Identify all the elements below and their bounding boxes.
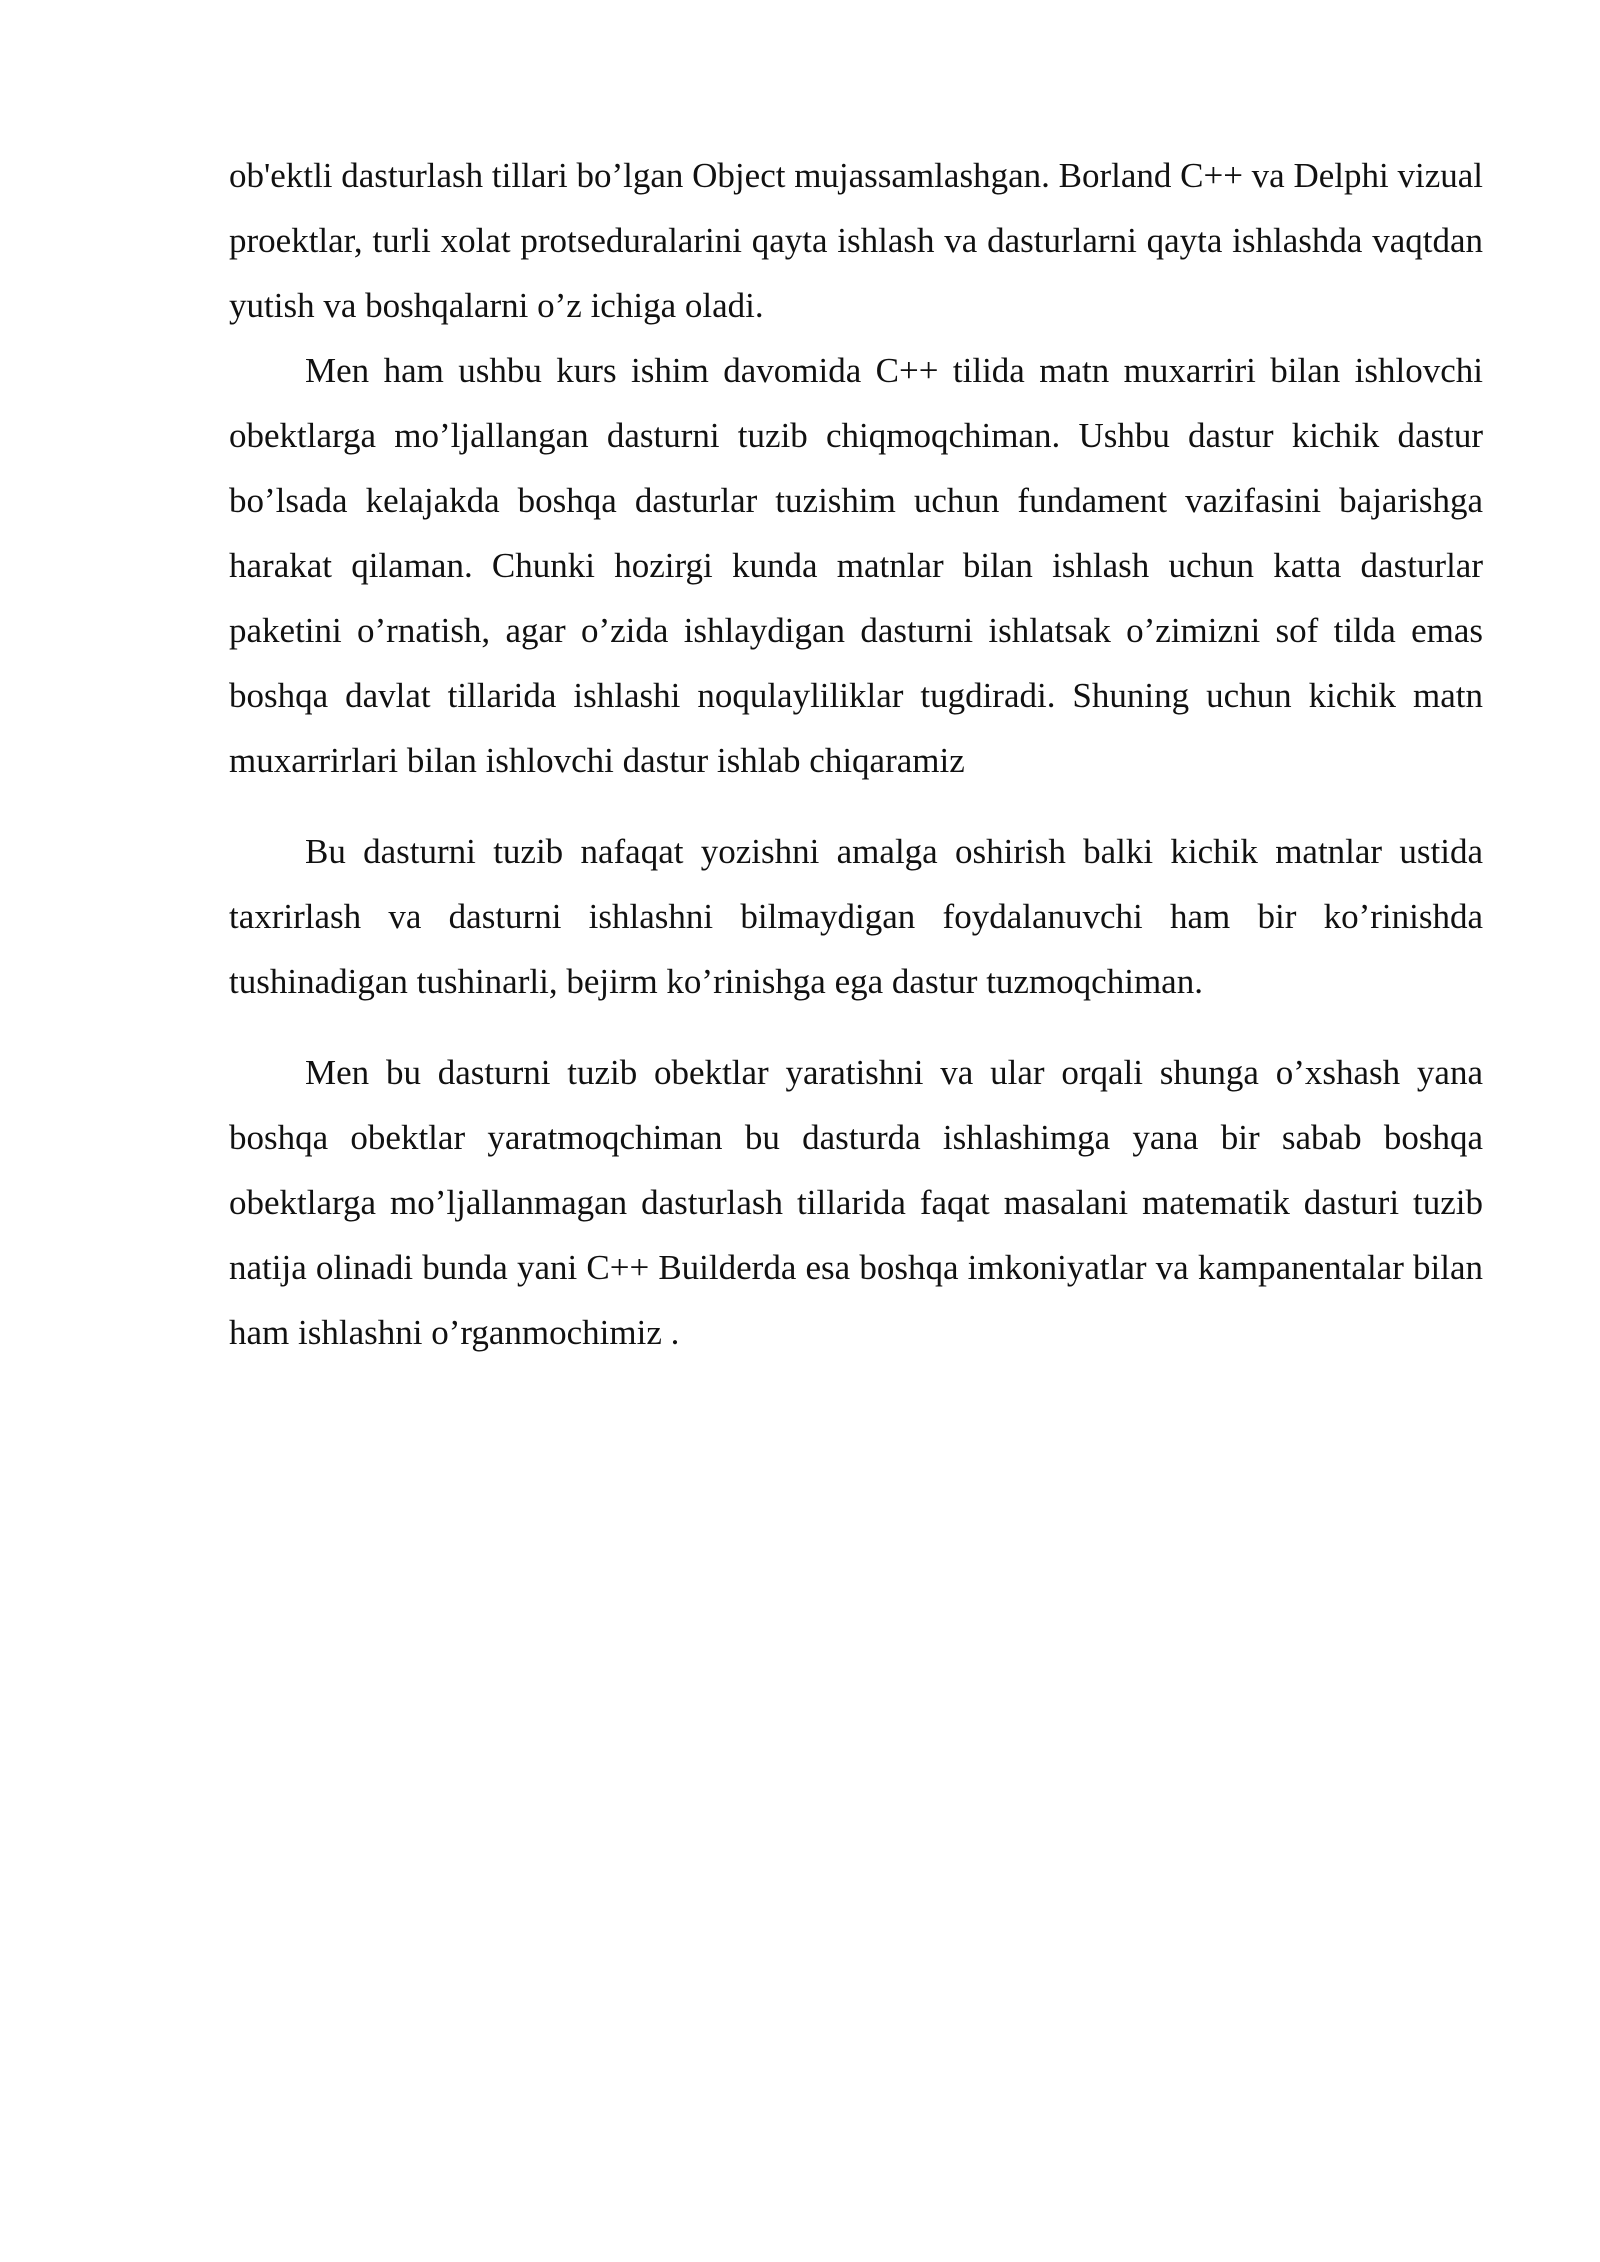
paragraph-3: Bu dasturni tuzib nafaqat yozishni amalga oshirish balki kichik matnlar ustida taxrirlash va dasturni ishlashni bilmaydigan foydalanuvchi ham bir ko’rinishda tushinadigan tushinarli, bejirm ko’rinishga ega dastur tuzmoqchiman. xyxy=(229,832,1483,1001)
paragraph-2: Men ham ushbu kurs ishim davomida C++ tilida matn muxarriri bilan ishlovchi obektlarga mo’ljallangan dasturni tuzib chiqmoqchiman. Ushbu dastur kichik dastur bo’lsada kelajakda boshqa dasturlar tuzishim uchun fundament vazifasini bajarishga harakat qilaman. Chunki hozirgi kunda matnlar bilan ishlash uchun katta dasturlar paketini o’rnatish, agar o’zida ishlaydigan dasturni ishlatsak o’zimizni sof tilda emas boshqa davlat tillarida ishlashi noqulayliliklar tugdiradi. Shuning uchun kichik matn muxarrirlari bilan ishlovchi dastur ishlab chiqaramiz xyxy=(229,351,1483,780)
paragraph-1: ob'ektli dasturlash tillari bo’lgan Object mujassamlashgan. Borland C++ va Delphi vizual proektlar, turli xolat protseduralarini qayta ishlash va dasturlarni qayta ishlashda vaqtdan yutish va boshqalarni o’z ichiga oladi. xyxy=(229,156,1483,325)
document-body xyxy=(229,143,1483,1365)
paragraph-4: Men bu dasturni tuzib obektlar yaratishni va ular orqali shunga o’xshash yana boshqa obektlar yaratmoqchiman bu dasturda ishlashimga yana bir sabab boshqa obektlarga mo’ljallanmagan dasturlash tillarida faqat masalani matematik dasturi tuzib natija olinadi bunda yani C++ Builderda esa boshqa imkoniyatlar va kampanentalar bilan ham ishlashni o’rganmochimiz . xyxy=(229,1053,1483,1352)
